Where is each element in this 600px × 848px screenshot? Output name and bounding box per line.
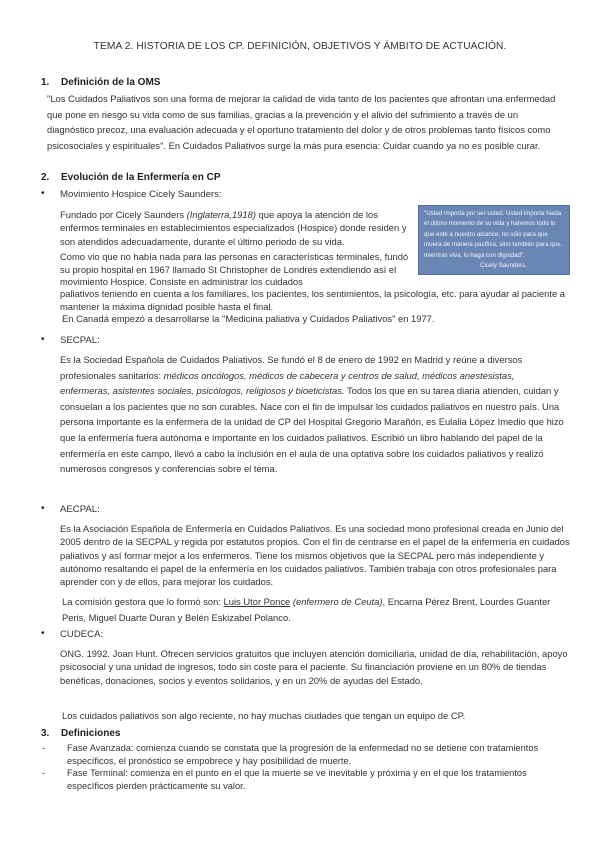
quote-author: Cicely Saunders. — [480, 262, 527, 270]
bullet-secpal: • SECPAL: — [41, 334, 100, 346]
page-title: TEMA 2. HISTORIA DE LOS CP. DEFINICIÓN, OBJETIVOS Y ÁMBITO DE ACTUACIÓN. — [93, 41, 507, 52]
bullet-cudeca: • CUDECA: — [41, 628, 104, 640]
bullet-dot-icon: • — [41, 188, 45, 199]
section-3-heading: 3. Definiciones — [41, 728, 121, 739]
aecpal-paragraph-2: La comisión gestora que lo formó son: Luis Utor Ponce (enfermero de Ceuta), Encarna Pérez Brent, Lourdes Guanter Peris, Miguel Duarte Duran y Belén Eskizabel Polanco. — [62, 596, 551, 623]
quote-text: "Usted importa por ser usted. Usted importa hasta el último momento de su vida y haremos todo lo que esté a nuestro alcance, no sólo para que muera de manera pacífica, sino también para que, mientras viva, lo haga con dignidad". — [424, 210, 563, 259]
cudeca-paragraph-2: Los cuidados paliativos son algo reciente, no hay muchas ciudades que tengan un equipo de CP. — [62, 710, 466, 721]
bullet-dot-icon: • — [41, 334, 45, 345]
hospice-paragraph-1: Fundado por Cicely Saunders (Inglaterra,1918) que apoya la atención de los enfermos terminales en establecimientos especializados (Hospice) donde residen y son atendidos adecuadamente, durante el último periodo de su vida. — [60, 209, 407, 247]
definition-item: - Fase Avanzada: comienza cuando se constata que la progresión de la enfermedad no se detiene con tratamientos específicos, el pronóstico se empobrece y hay posibilidad de muerte. — [42, 743, 539, 766]
definition-item: - Fase Terminal: comienza en el punto en el que la muerte se ve inevitable y próxima y en el que los tratamientos específicos pierden prácticamente su valor. — [42, 768, 527, 791]
cudeca-paragraph-1: ONG. 1992. Joan Hunt. Ofrecen servicios gratuitos que incluyen atención domiciliaria, unidad de día, rehabilitación, apoyo psicosocial y una unidad de ingresos, todo sin coste para el paciente. Su financiación proviene en un 80% de tiendas benéficas, donaciones, socios y eventos solidarios, y en un 20% de ayudas del Estado. — [60, 648, 568, 686]
person-link: Luis Utor Ponce — [223, 596, 291, 607]
hospice-paragraph-2: paliativos teniendo en cuenta a los familiares, los pacientes, los sentimientos, la psicología, etc. para ayudar al paciente a mantener la máxima dignidad posible hasta el final. — [60, 288, 565, 312]
bullet-dot-icon: • — [41, 503, 45, 514]
aecpal-paragraph-1: Es la Asociación Española de Enfermería en Cuidados Paliativos. Es una sociedad mono profesional creada en Junio del 2005 dentro de la SECPAL y regida por estatutos propios. Con el fin de centrarse en el papel de la enfermería en cuidados paliativos y así formar mejor a los enfermeros. Tiene los mismos objetivos que la SECPAL pero más independiente y autónomo resaltando el papel de la enfermería en los cuidados paliativos. También trabaja con otros profesionales para aprender con y de ellos, para mejorar los cuidados. — [60, 523, 570, 588]
section-2-heading: 2. Evolución de la Enfermería en CP — [41, 172, 221, 183]
hospice-paragraph-3: En Canadá empezó a desarrollarse la "Medicina paliativa y Cuidados Paliativos" en 1977. — [62, 313, 435, 324]
bullet-aecpal: • AECPAL: — [41, 503, 100, 515]
section-1-heading: 1. Definición de la OMS — [41, 77, 161, 88]
bullet-hospice: • Movimiento Hospice Cicely Saunders: — [41, 188, 222, 200]
saunders-quote-box — [418, 205, 570, 275]
secpal-paragraph: Es la Sociedad Española de Cuidados Paliativos. Se fundó el 8 de enero de 1992 en Madrid y reúne a diversos profesionales sanitarios: médicos oncólogos, médicos de cabecera y centros de salud, médicos anestesistas, enfermeras, asistentes sociales, psicólogos, religiosos y bioeticistas. Todos los que en su tarea diaria atienden, cuidan y consuelan a los pacientes que no son curables. Nace con el fin de impulsar los cuidados paliativos en nuestro país. Una persona importante es la enfermera de la unidad de CP del Hospital Gregorio Marañón, es Eulalia López Imedio que hizo que la enfermería fuera autónoma e importante en los cuidados paliativos. Escribió un libro hablando del papel de la enfermería en este campo, llevó a cabo la inclusión en el aula de una optativa sobre los cuidados paliativos y realizó numerosos congresos y conferencias sobre el tema. — [60, 354, 564, 475]
hospice-paragraph-2-a: Como vio que no había nada para las personas en características terminales, fundó su propio hospital en 1967 llamado St Christopher de Londres extendiendo así el movimiento Hospice. Consiste en administrar los cuidados — [60, 251, 409, 287]
section-1-text: "Los Cuidados Paliativos son una forma de mejorar la calidad de vida tanto de los pacientes que afrontan una enfermedad que pone en riesgo su vida como de sus familias, gracias a la prevención y el alivio del sufrimiento a través de un diagnóstico precoz, una evaluación adecuada y el oportuno tratamiento del dolor y de otros problemas tanto físicos como psicosociales y espirituales". En Cuidados Paliativos surge la más pura esencia: Cuidar cuando ya no es posible curar. — [47, 93, 556, 151]
bullet-dot-icon: • — [41, 628, 45, 639]
